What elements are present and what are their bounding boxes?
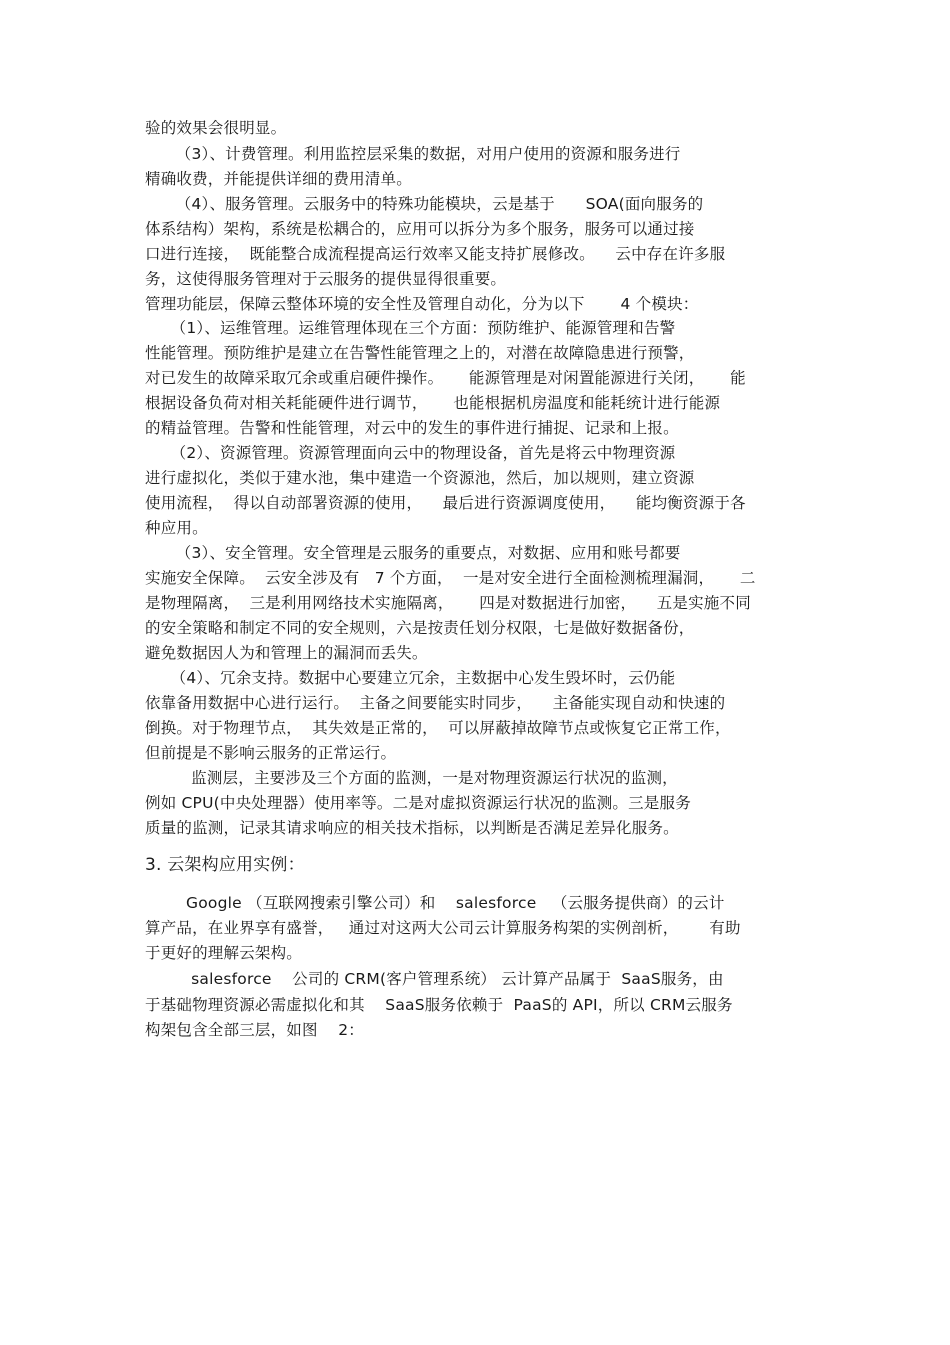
text-line: 于更好的理解云架构。 [145,944,303,962]
text-line: 监测层，主要涉及三个方面的监测，一是对物理资源运行状况的监测， [145,769,678,787]
text-line: 依靠备用数据中心进行运行。 主备之间要能实时同步， 主备能实现自动和快速的 [145,694,726,712]
text-line: salesforce 公司的 CRM(客户管理系统） 云计算产品属于 SaaS服务，由 [145,970,724,988]
text-line: 构架包含全部三层，如图 2： [145,1021,364,1039]
text-line: 于基础物理资源必需虚拟化和其 SaaS服务依赖于 PaaS的 API，所以 CRM云服务 [145,996,733,1014]
text-line: （3）、计费管理。利用监控层采集的数据，对用户使用的资源和服务进行 [145,145,681,163]
text-line: （4）、冗余支持。数据中心要建立冗余，主数据中心发生毁坏时，云仍能 [145,669,676,687]
text-line: 例如 CPU(中央处理器）使用率等。二是对虚拟资源运行状况的监测。三是服务 [145,794,691,812]
text-line: 管理功能层，保障云整体环境的安全性及管理自动化，分为以下 4 个模块： [145,295,699,313]
text-line: （4）、服务管理。云服务中的特殊功能模块，云是基于 SOA(面向服务的 [145,195,704,213]
text-line: 进行虚拟化，类似于建水池，集中建造一个资源池，然后，加以规则，建立资源 [145,469,695,487]
text-line: 体系结构）架构，系统是松耦合的，应用可以拆分为多个服务，服务可以通过接 [145,220,695,238]
text-line: 是物理隔离， 三是利用网络技术实施隔离， 四是对数据进行加密， 五是实施不同 [145,594,751,612]
text-line: 避免数据因人为和管理上的漏洞而丢失。 [145,644,428,662]
text-line: Google （互联网搜索引擎公司）和 salesforce （云服务提供商）的云计 [145,894,725,912]
text-line: 种应用。 [145,519,208,537]
text-line: 的安全策略和制定不同的安全规则，六是按责任划分权限，七是做好数据备份， [145,619,695,637]
text-line: 务，这使得服务管理对于云服务的提供显得很重要。 [145,270,507,288]
text-line: 的精益管理。告警和性能管理，对云中的发生的事件进行捕捉、记录和上报。 [145,419,679,437]
text-line: 质量的监测，记录其请求响应的相关技术指标，以判断是否满足差异化服务。 [145,819,679,837]
text-line: 实施安全保障。 云安全涉及有 7 个方面， 一是对安全进行全面检测梳理漏洞， 二 [145,569,756,587]
text-line: 口进行连接， 既能整合成流程提高运行效率又能支持扩展修改。 云中存在许多服 [145,245,726,263]
text-line: 使用流程， 得以自动部署资源的使用， 最后进行资源调度使用， 能均衡资源于各 [145,494,746,512]
text-line: 验的效果会很明显。 [145,119,287,137]
text-line: 根据设备负荷对相关耗能硬件进行调节， 也能根据机房温度和能耗统计进行能源 [145,394,721,412]
text-line: （1）、运维管理。运维管理体现在三个方面：预防维护、能源管理和告警 [145,319,676,337]
text-line: （3）、安全管理。安全管理是云服务的重要点，对数据、应用和账号都要 [145,544,681,562]
text-line: （2）、资源管理。资源管理面向云中的物理设备，首先是将云中物理资源 [145,444,676,462]
text-line: 算产品，在业界享有盛誉， 通过对这两大公司云计算服务构架的实例剖析， 有助 [145,919,741,937]
text-line: 对已发生的故障采取冗余或重启硬件操作。 能源管理是对闲置能源进行关闭， 能 [145,369,746,387]
text-line: 精确收费，并能提供详细的费用清单。 [145,170,412,188]
text-line: 倒换。对于物理节点， 其失效是正常的， 可以屏蔽掉故障节点或恢复它正常工作， [145,719,731,737]
text-line: 但前提是不影响云服务的正常运行。 [145,744,397,762]
text-line: 性能管理。预防维护是建立在告警性能管理之上的，对潜在故障隐患进行预警， [145,344,695,362]
section-heading: 3. 云架构应用实例： [145,855,305,875]
